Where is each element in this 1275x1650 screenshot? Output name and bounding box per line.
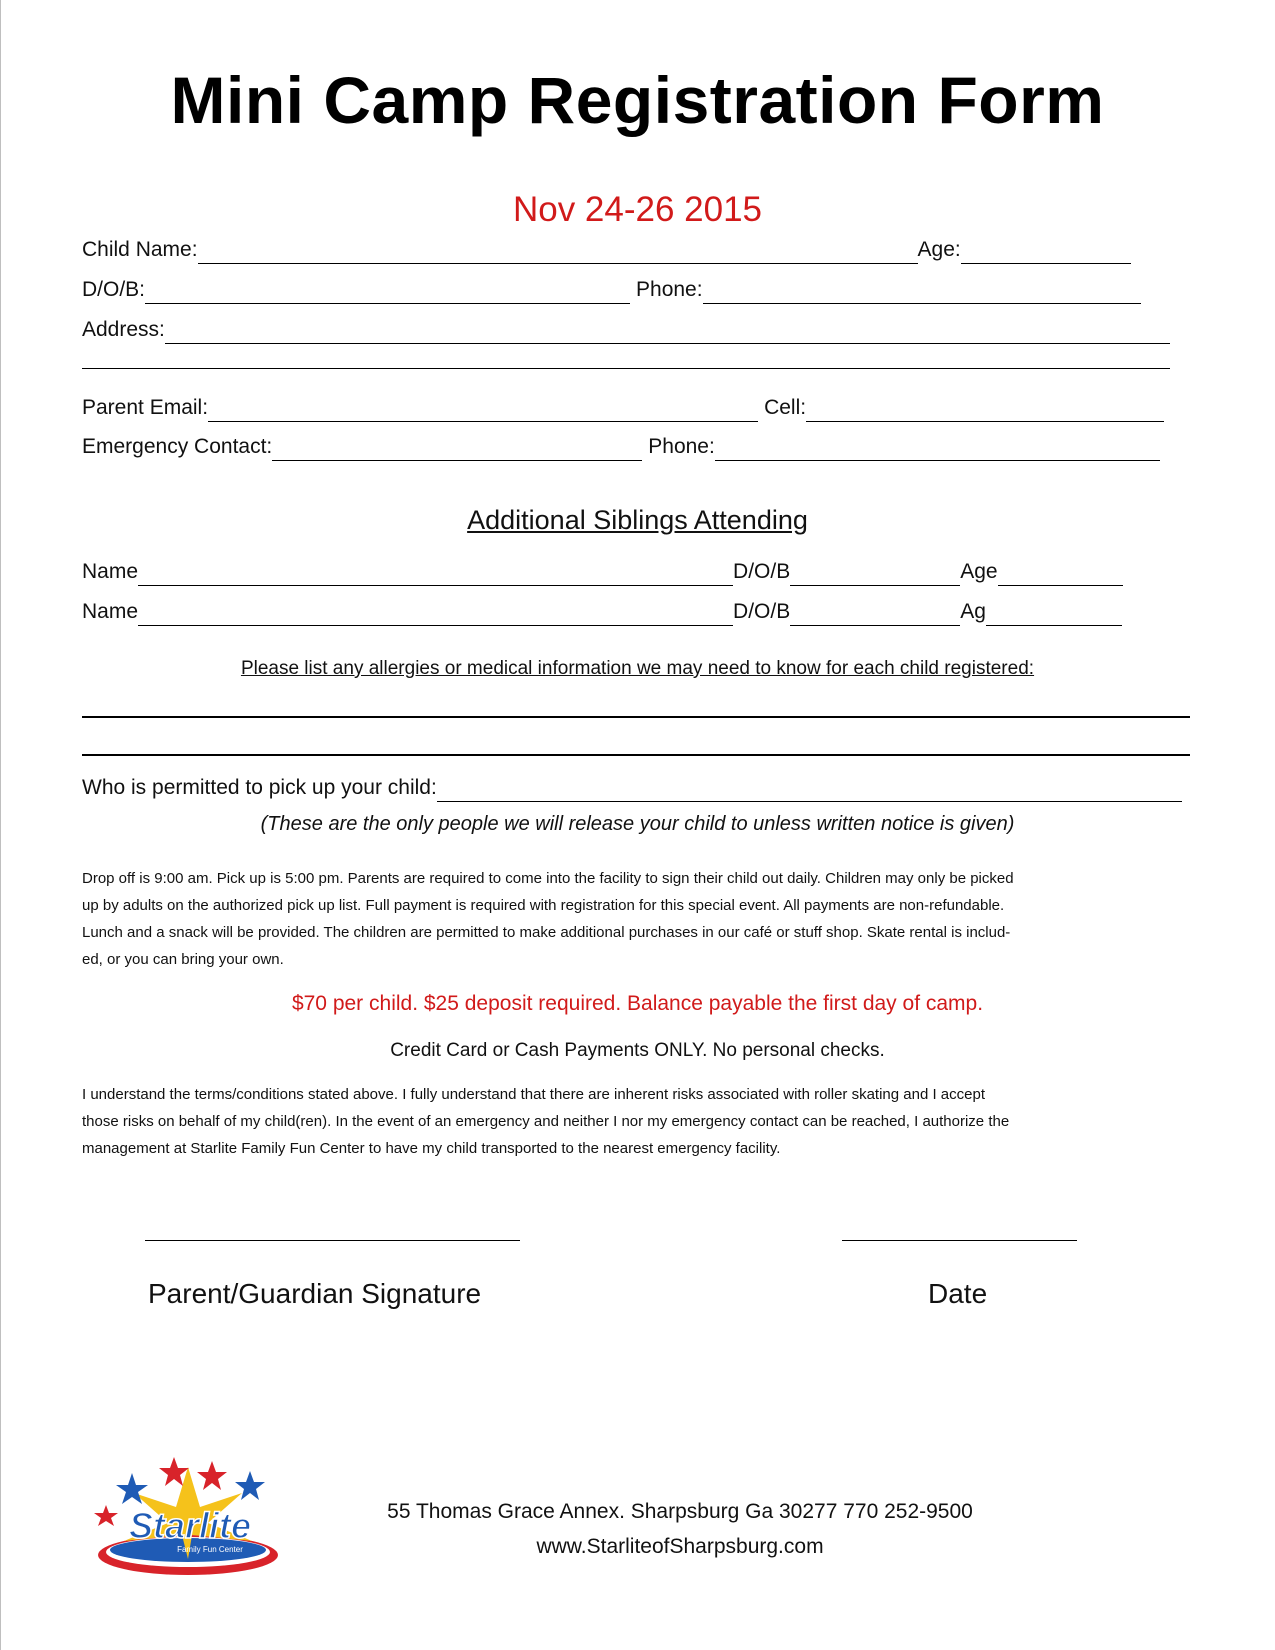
cell-field[interactable] <box>806 399 1164 422</box>
phone-label: Phone: <box>636 278 703 301</box>
address-field[interactable] <box>165 321 1170 344</box>
emergency-phone-label: Phone: <box>648 435 715 458</box>
star-icon <box>235 1471 265 1500</box>
footer-website[interactable]: www.StarliteofSharpsburg.com <box>536 1535 824 1558</box>
allergies-line-1[interactable] <box>82 716 1190 718</box>
sibling-dob-field[interactable] <box>790 603 960 626</box>
form-title: Mini Camp Registration Form <box>170 63 1105 137</box>
dob-phone-row <box>82 274 1141 304</box>
emergency-contact-label: Emergency Contact: <box>82 435 273 458</box>
policy-line: Drop off is 9:00 am. Pick up is 5:00 pm. Parents are required to come into the facility to sign their child out daily. Children may only be picked <box>82 870 1014 887</box>
parent-email-label: Parent Email: <box>82 396 209 419</box>
sibling-row-1 <box>82 556 1123 586</box>
address-field-line-2[interactable] <box>82 368 1170 369</box>
logo-tagline: Family Fun Center <box>177 1545 243 1554</box>
sibling-age-field[interactable] <box>986 603 1122 626</box>
sibling-name-field[interactable] <box>138 603 733 626</box>
policy-line: ed, or you can bring your own. <box>82 951 284 968</box>
policy-line: up by adults on the authorized pick up list. Full payment is required with registration for this special event. All payments are non-refundable. <box>82 897 1005 914</box>
address-row <box>82 314 1170 344</box>
pickup-row <box>82 772 1182 802</box>
starlite-logo <box>92 1455 284 1583</box>
dob-label: D/O/B: <box>82 278 146 301</box>
pickup-field[interactable] <box>437 779 1182 802</box>
emergency-row <box>82 431 1160 461</box>
child-name-label: Child Name: <box>82 238 198 261</box>
allergies-heading: Please list any allergies or medical information we may need to know for each child registered: <box>240 658 1035 679</box>
date-field[interactable] <box>842 1240 1077 1241</box>
pickup-note: (These are the only people we will release your child to unless written notice is given) <box>260 813 1015 835</box>
price-notice: $70 per child. $25 deposit required. Balance payable the first day of camp. <box>291 992 984 1015</box>
sibling-name-field[interactable] <box>138 563 733 586</box>
star-icon <box>94 1505 118 1526</box>
sibling-age-field[interactable] <box>998 563 1123 586</box>
terms-line: I understand the terms/conditions stated above. I fully understand that there are inherent risks associated with roller skating and I accept <box>82 1086 986 1103</box>
emergency-contact-field[interactable] <box>272 438 642 461</box>
allergies-line-2[interactable] <box>82 754 1190 756</box>
parent-signature-label: Parent/Guardian Signature <box>148 1278 482 1309</box>
email-cell-row <box>82 392 1164 422</box>
siblings-heading: Additional Siblings Attending <box>467 505 808 535</box>
cell-label: Cell: <box>764 396 807 419</box>
parent-email-field[interactable] <box>208 399 758 422</box>
sibling-age-label: Ag <box>960 600 986 623</box>
child-name-row <box>82 234 1131 264</box>
policy-paragraph <box>82 865 1197 973</box>
sibling-row-2 <box>82 596 1122 626</box>
payment-notice: Credit Card or Cash Payments ONLY. No personal checks. <box>390 1040 885 1061</box>
terms-paragraph <box>82 1081 1197 1162</box>
camp-dates: Nov 24-26 2015 <box>512 190 763 229</box>
age-label: Age: <box>917 238 961 261</box>
parent-signature-field[interactable] <box>145 1240 520 1241</box>
child-name-field[interactable] <box>198 241 918 264</box>
footer-address: 55 Thomas Grace Annex. Sharpsburg Ga 30277 770 252-9500 <box>387 1500 973 1523</box>
phone-field[interactable] <box>703 281 1141 304</box>
terms-line: management at Starlite Family Fun Center to have my child transported to the nearest emergency facility. <box>82 1140 781 1157</box>
date-label: Date <box>928 1278 988 1309</box>
sibling-name-label: Name <box>82 600 139 623</box>
age-field[interactable] <box>961 241 1131 264</box>
sibling-age-label: Age <box>960 560 998 583</box>
sibling-dob-label: D/O/B <box>733 560 791 583</box>
emergency-phone-field[interactable] <box>715 438 1160 461</box>
address-label: Address: <box>82 318 165 341</box>
sibling-name-label: Name <box>82 560 139 583</box>
sibling-dob-field[interactable] <box>790 563 960 586</box>
pickup-label: Who is permitted to pick up your child: <box>82 776 437 799</box>
logo-text: Starlite <box>128 1505 252 1546</box>
dob-field[interactable] <box>145 281 630 304</box>
star-icon <box>197 1461 227 1490</box>
sibling-dob-label: D/O/B <box>733 600 791 623</box>
terms-line: those risks on behalf of my child(ren). In the event of an emergency and neither I nor my emergency contact can be reached, I authorize the <box>82 1113 1010 1130</box>
policy-line: Lunch and a snack will be provided. The children are permitted to make additional purchases in our café or stuff shop. Skate rental is includ- <box>82 924 1011 941</box>
